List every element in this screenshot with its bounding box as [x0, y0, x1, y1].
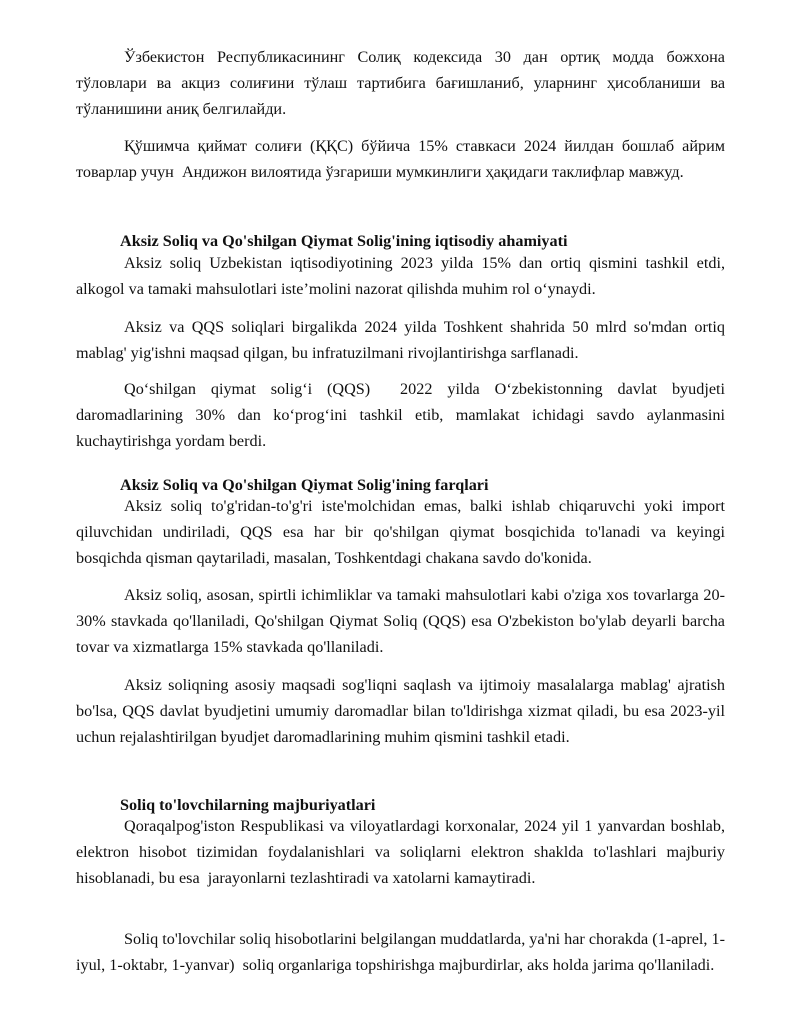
paragraph-tashkent-target: Aksiz va QQS soliqlari birgalikda 2024 yilda Toshkent shahrida 50 mlrd so'mdan ortiq mablag' yig'ishni maqsad qilgan, bu infratuzilmani rivojlantirishga sarflanadi. — [76, 318, 730, 362]
paragraph-excise-purpose: Aksiz soliqning asosiy maqsadi sog'liqni saqlash va ijtimoiy masalalarga mablag' ajratish bo'lsa, QQS davlat byudjetini umumiy daromadlar bilan to'ldirishga xizmat qiladi, bu esa 2023-yil uchun rejalashtirilgan byudjet daromadlarining muhim qismini tashkil etadi. — [76, 676, 730, 746]
paragraph-excise-collection: Aksiz soliq to'g'ridan-to'g'ri iste'molchidan emas, balki ishlab chiqaruvchi yoki import qiluvchidan undiriladi, QQS esa har bir qo'shilgan qiymat bosqichida to'lanadi va keyingi bosqichda qisman qaytariladi, masalan, Toshkentdagi chakana savdo do'konida. — [76, 497, 730, 567]
paragraph-electronic-reporting: Qoraqalpog'iston Respublikasi va viloyatlardagi korxonalar, 2024 yil 1 yanvardan boshlab, elektron hisobot tizimidan foydalanishlari va soliqlarni elektron shaklda to'lashlari majburiy hisoblanadi, bu esa jarayonlarni tezlashtiradi va xatolarni kamaytiradi. — [76, 817, 730, 887]
heading-economic-importance: Aksiz Soliq va Qo'shilgan Qiymat Solig'ining iqtisodiy ahamiyati — [120, 232, 568, 250]
paragraph-excise-rates: Aksiz soliq, asosan, spirtli ichimliklar va tamaki mahsulotlari kabi o'ziga xos tovarlarga 20-30% stavkada qo'llaniladi, Qo'shilgan Qiymat Soliq (QQS) esa O'zbekiston bo'ylab deyarli barcha tovar va xizmatlarga 15% stavkada qo'llaniladi. — [76, 586, 730, 656]
paragraph-vat-rate: Қўшимча қиймат солиғи (ҚҚС) бўйича 15% ставкаси 2024 йилдан бошлаб айрим товарлар учун Андижон вилоятида ўзгариши мумкинлиги ҳақидаги таклифлар мавжуд. — [76, 137, 730, 181]
heading-taxpayer-obligations: Soliq to'lovchilarning majburiyatlari — [120, 796, 376, 814]
paragraph-vat-budget: Qo‘shilgan qiymat solig‘i (QQS) 2022 yilda O‘zbekistonning davlat byudjeti daromadlarining 30% dan ko‘prog‘ini tashkil etib, mamlakat ichidagi savdo aylanmasini kuchaytirishga yordam berdi. — [76, 380, 730, 450]
paragraph-customs-excise: Ўзбекистон Республикасининг Солиқ кодексида 30 дан ортиқ модда божхона тўловлари ва акциз солиғини тўлаш тартибига бағишланиб, уларнинг ҳисобланиши ва тўланишини аниқ белгилайди. — [76, 48, 730, 118]
heading-differences: Aksiz Soliq va Qo'shilgan Qiymat Solig'ining farqlari — [120, 476, 489, 494]
paragraph-reporting-deadlines: Soliq to'lovchilar soliq hisobotlarini belgilangan muddatlarda, ya'ni har chorakda (1-aprel, 1-iyul, 1-oktabr, 1-yanvar) soliq organlariga topshirishga majburdirlar, aks holda jarima qo'llaniladi. — [76, 930, 726, 974]
paragraph-excise-economy: Aksiz soliq Uzbekistan iqtisodiyotining 2023 yilda 15% dan ortiq qismini tashkil etdi, alkogol va tamaki mahsulotlari iste’molini nazorat qilishda muhim rol o‘ynaydi. — [76, 254, 734, 298]
